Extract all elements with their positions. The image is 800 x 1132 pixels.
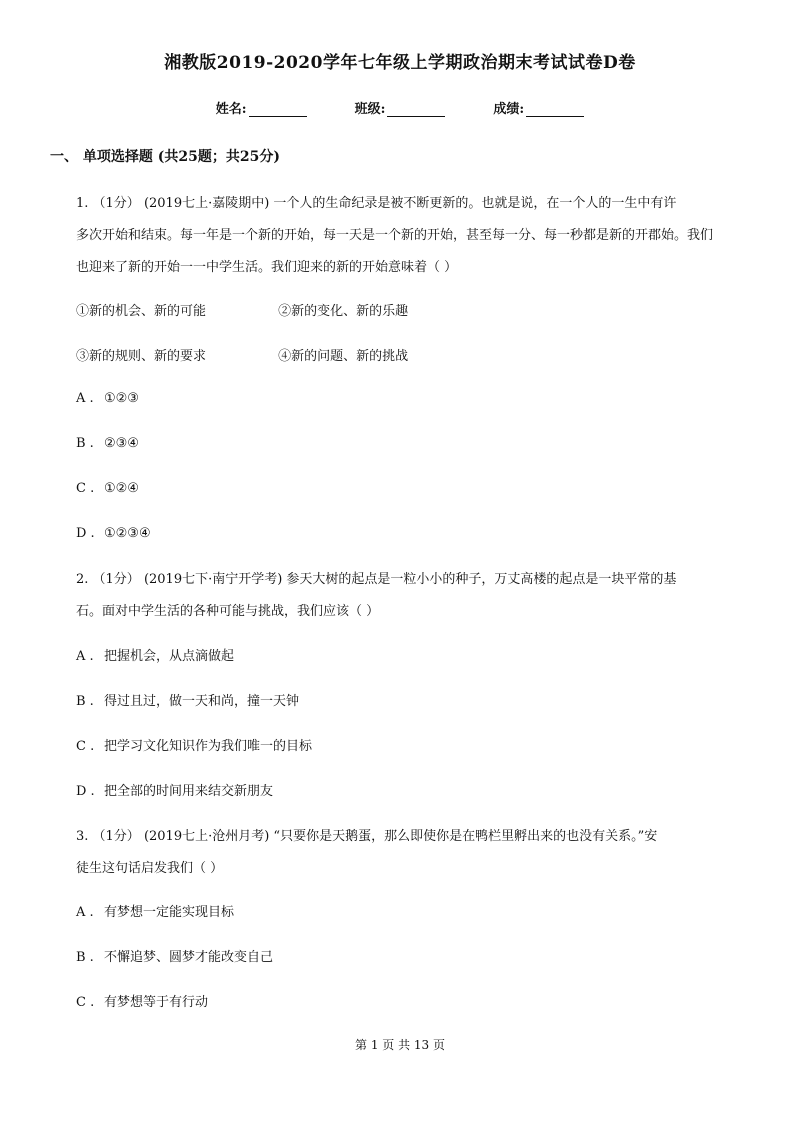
question-2-option-c [76, 735, 312, 754]
option-letter: D . [76, 526, 95, 541]
statement-4: ④新的问题、新的挑战 [278, 349, 409, 364]
statement-1: ①新的机会、新的可能 [76, 304, 207, 319]
score-field [493, 98, 584, 117]
statement-3: ③新的规则、新的要求 [76, 349, 207, 364]
question-1-line-1: 1. （1分） (2019七上·嘉陵期中) 一个人的生命纪录是被不断更新的。也就是说，在一个人的一生中有许 [76, 196, 677, 211]
option-letter: C . [76, 481, 95, 496]
option-letter: B . [76, 436, 94, 451]
option-text: 不懈追梦、圆梦才能改变自己 [104, 950, 274, 965]
question-1-option-a [76, 391, 139, 406]
option-text: 把全部的时间用来结交新朋友 [104, 784, 274, 799]
option-text: 把学习文化知识作为我们唯一的目标 [104, 739, 313, 754]
question-1-line-3: 也迎来了新的开始一一中学生活。我们迎来的新的开始意味着（ ） [76, 260, 458, 275]
option-letter: B . [76, 950, 94, 965]
section-heading: 一、 单项选择题 (共25题；共25分) [50, 149, 280, 165]
question-3-option-a [76, 901, 234, 920]
class-blank [387, 102, 445, 117]
option-letter: C . [76, 995, 95, 1010]
option-text: ②③④ [104, 436, 139, 451]
name-field [216, 98, 307, 117]
question-2-line-2: 石。面对中学生活的各种可能与挑战，我们应该（ ） [76, 604, 380, 619]
question-3-line-1: 3. （1分） (2019七上·沧州月考) “只要你是天鹅蛋，那么即使你是在鸭栏里孵出来的也没有关系。”安 [76, 829, 658, 844]
option-text: ①②③④ [104, 526, 151, 541]
class-label: 班级: [354, 102, 386, 117]
option-text: 有梦想一定能实现目标 [104, 905, 235, 920]
question-1-option-d [76, 526, 151, 541]
exam-title: 湘教版2019-2020学年七年级上学期政治期末考试试卷D卷 [164, 53, 636, 73]
question-3-line-2: 徒生这句话启发我们（ ） [76, 861, 224, 876]
option-letter: D . [76, 784, 95, 799]
question-2-option-a [76, 645, 234, 664]
option-text: 把握机会，从点滴做起 [104, 649, 235, 664]
question-2-option-d [76, 780, 273, 799]
name-label: 姓名: [215, 102, 247, 117]
score-label: 成绩: [493, 102, 525, 117]
score-blank [526, 102, 584, 117]
option-letter: B . [76, 694, 94, 709]
option-letter: C . [76, 739, 95, 754]
statement-2: ②新的变化、新的乐趣 [278, 304, 409, 319]
option-text: ①②③ [104, 391, 139, 406]
class-field [355, 98, 446, 117]
question-3-option-c [76, 991, 208, 1010]
option-letter: A . [76, 905, 94, 920]
question-3-option-b [76, 946, 273, 965]
question-1-statement-row-2 [76, 345, 408, 364]
page-footer: 第 1 页 共 13 页 [355, 1038, 445, 1052]
question-1-line-2: 多次开始和结束。每一年是一个新的开始，每一天是一个新的开始，甚至每一分、每一秒都是新的开郡始。我们 [76, 228, 714, 243]
student-info-row [0, 98, 800, 117]
question-2-line-1: 2. （1分） (2019七下·南宁开学考) 参天大树的起点是一粒小小的种子，万丈高楼的起点是一块平常的基 [76, 572, 677, 587]
option-letter: A . [76, 391, 94, 406]
question-1-statement-row-1 [76, 300, 408, 319]
option-text: 有梦想等于有行动 [104, 995, 209, 1010]
question-1-option-c [76, 481, 139, 496]
question-1-option-b [76, 436, 139, 451]
option-letter: A . [76, 649, 94, 664]
name-blank [249, 102, 307, 117]
option-text: 得过且过，做一天和尚，撞一天钟 [104, 694, 300, 709]
option-text: ①②④ [104, 481, 139, 496]
question-2-option-b [76, 690, 299, 709]
